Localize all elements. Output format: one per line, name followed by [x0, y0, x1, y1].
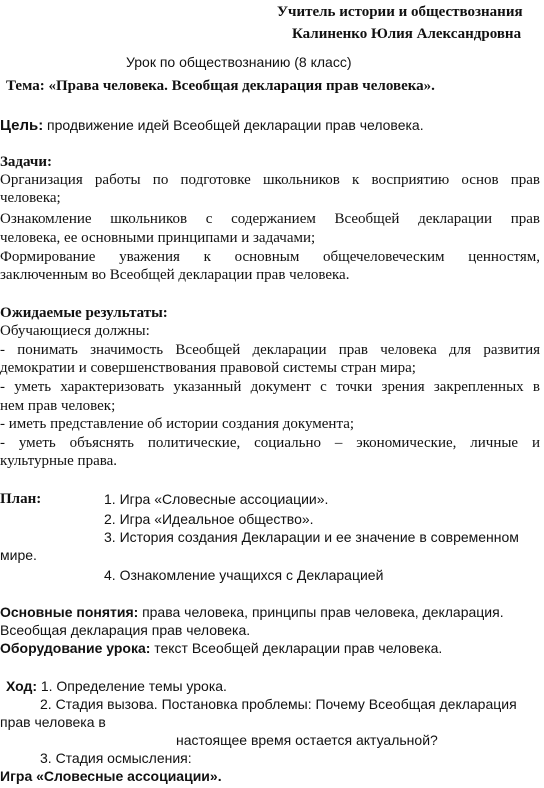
results-line-5: нем прав человек;: [0, 398, 116, 414]
plan-item-4: 4. Ознакомление учащихся с Декларацией: [104, 567, 384, 583]
tasks-line-3: Ознакомление школьников с содержанием Всеобщей декларации прав: [0, 211, 540, 227]
results-line-4: - уметь характеризовать указанный документ с точки зрения закрепленных в: [0, 379, 540, 395]
plan-item-3-cont: мире.: [0, 547, 37, 563]
concepts-label: Основные понятия:: [0, 604, 139, 620]
topic-line: [6, 77, 435, 95]
tasks-line-1: Организация работы по подготовке школьников к восприятию основ прав: [0, 172, 540, 188]
concepts-text: права человека, принципы прав человека, декларация.: [142, 604, 504, 620]
results-line-1: Обучающиеся должны:: [0, 323, 150, 339]
concepts-line-2: Всеобщая декларация прав человека.: [0, 622, 251, 638]
results-line-6: - иметь представление об истории создания документа;: [0, 416, 355, 432]
results-line-8: культурные права.: [0, 453, 118, 469]
results-line-3: демократии и совершенствования правовой системы стран мира;: [0, 360, 416, 376]
course-line-1: [6, 677, 227, 696]
course-step-1: 1. Определение темы урока.: [40, 678, 227, 694]
goal-line: [0, 116, 424, 135]
tasks-line-4: человека, ее основными принципами и задачами;: [0, 230, 316, 246]
results-line-2: - понимать значимость Всеобщей декларации прав человека для развития: [0, 342, 540, 358]
goal-text: продвижение идей Всеобщей декларации прав человека.: [46, 117, 424, 133]
course-label: Ход:: [6, 678, 38, 694]
results-line-7: - уметь объяснять политические, социально – экономические, личные и: [0, 435, 540, 451]
topic-label: Тема:: [6, 78, 45, 94]
tasks-line-5: Формирование уважения к основным общечеловеческим ценностям,: [0, 249, 540, 265]
plan-label: План:: [0, 491, 42, 507]
course-step-3: 3. Стадия осмысления:: [40, 750, 192, 766]
topic-text: «Права человека. Всеобщая декларация прав человека».: [48, 78, 435, 94]
course-step-2: 2. Стадия вызова. Постановка проблемы: Почему Всеобщая декларация: [40, 696, 517, 712]
concepts-line: [0, 603, 504, 622]
goal-label: Цель:: [0, 117, 44, 134]
equipment-line: [0, 639, 442, 658]
tasks-label: Задачи:: [0, 154, 53, 170]
author-role: Учитель истории и обществознания: [277, 4, 523, 20]
plan-item-1: 1. Игра «Словесные ассоциации».: [104, 491, 329, 507]
results-label: Ожидаемые результаты:: [0, 305, 168, 321]
equipment-text: текст Всеобщей декларации прав человека.: [154, 640, 443, 656]
lesson-title: Урок по обществознанию (8 класс): [126, 54, 352, 70]
tasks-line-2: человека;: [0, 190, 61, 206]
course-step-2-cont: прав человека в: [0, 714, 106, 730]
plan-item-2: 2. Игра «Идеальное общество».: [104, 511, 314, 527]
plan-item-3: 3. История создания Декларации и ее значение в современном: [104, 529, 519, 545]
course-step-2-question: настоящее время остается актуальной?: [176, 732, 438, 748]
author-name: Калиненко Юлия Александровна: [292, 26, 522, 42]
equipment-label: Оборудование урока:: [0, 640, 151, 656]
tasks-line-6: заключенным во Всеобщей декларации прав человека.: [0, 267, 350, 283]
course-game-title: Игра «Словесные ассоциации».: [0, 768, 222, 784]
